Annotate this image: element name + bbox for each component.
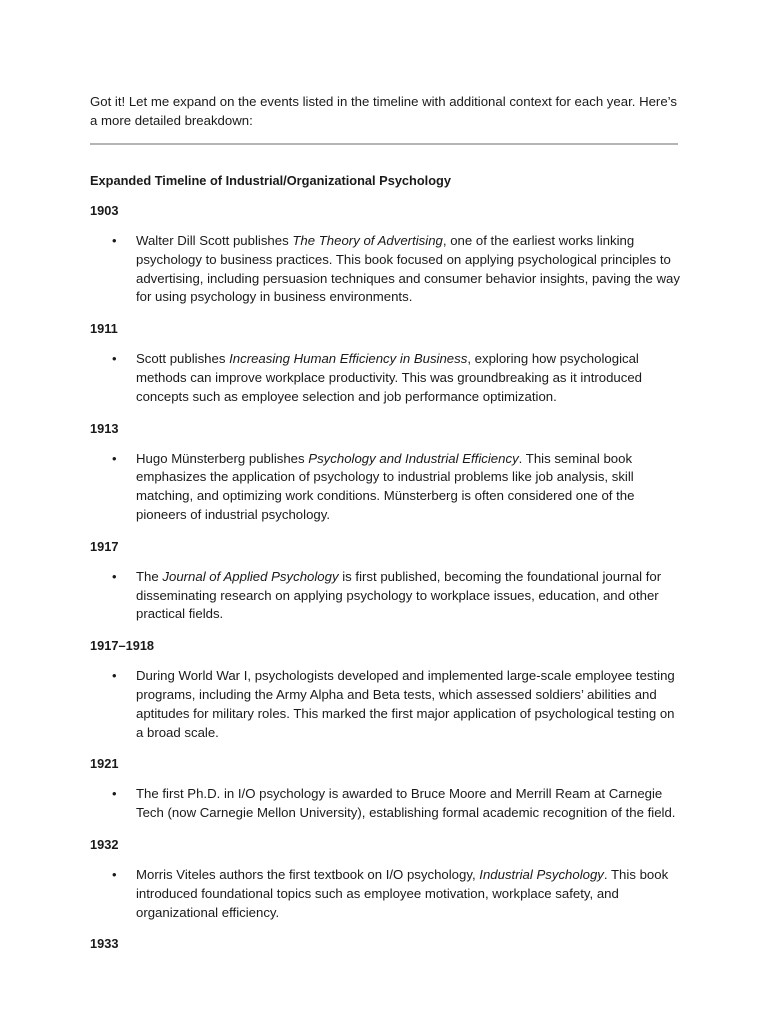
event-book-title: Industrial Psychology bbox=[479, 866, 604, 882]
event-item bbox=[90, 667, 680, 742]
bullet-icon: • bbox=[112, 866, 117, 882]
bullet-icon: • bbox=[112, 450, 117, 466]
bullet-icon: • bbox=[112, 351, 117, 367]
event-list bbox=[90, 350, 680, 406]
document-title: Expanded Timeline of Industrial/Organizational Psychology bbox=[90, 173, 451, 188]
timeline-entry-1921 bbox=[90, 756, 680, 823]
event-item bbox=[90, 350, 680, 406]
timeline-entry-1933 bbox=[90, 936, 680, 952]
event-text: During World War I, psychologists developed and implemented large-scale employee testing programs, including the Army Alpha and Beta tests, which assessed soldiers’ abilities and aptitudes for military roles. This marked the first major application of psychological testing on a broad scale. bbox=[136, 668, 675, 740]
intro-paragraph: Got it! Let me expand on the events listed in the timeline with additional context for each year. Here’s a more detailed breakdown: bbox=[90, 94, 677, 128]
year-heading: 1917–1918 bbox=[90, 638, 155, 654]
year-heading: 1913 bbox=[90, 420, 119, 436]
event-text: The first Ph.D. in I/O psychology is awarded to Bruce Moore and Merrill Ream at Carnegie Tech (now Carnegie Mellon University), establishing formal academic recognition of the field. bbox=[136, 786, 676, 821]
year-heading: 1911 bbox=[90, 321, 118, 337]
event-item bbox=[90, 232, 680, 307]
event-text-after: is first published, becoming the foundational journal for disseminating research on applying psychology to workplace issues, education, and other practical fields. bbox=[136, 568, 662, 622]
event-list bbox=[90, 785, 680, 823]
event-list bbox=[90, 450, 680, 525]
event-text-before: Morris Viteles authors the first textbook on I/O psychology, bbox=[136, 866, 480, 882]
event-text-after: , one of the earliest works linking psychology to business practices. This book focused on applying psychological principles to advertising, including persuasion techniques and consumer behavior insights, paving the way for using psychology in business environments. bbox=[136, 233, 680, 305]
horizontal-rule bbox=[90, 143, 678, 145]
year-heading: 1921 bbox=[90, 756, 119, 772]
timeline-entry-1917 bbox=[90, 539, 680, 624]
timeline-entry-1932 bbox=[90, 837, 680, 922]
event-item bbox=[90, 866, 680, 922]
bullet-icon: • bbox=[112, 668, 117, 684]
timeline-entry-1913 bbox=[90, 421, 680, 525]
year-heading: 1932 bbox=[90, 836, 119, 852]
timeline-entry-1911 bbox=[90, 321, 680, 406]
event-book-title: Increasing Human Efficiency in Business bbox=[229, 351, 468, 367]
event-list bbox=[90, 667, 680, 742]
bullet-icon: • bbox=[112, 568, 117, 584]
event-text-after: , exploring how psychological methods can improve workplace productivity. This was groundbreaking as it introduced concepts such as employee selection and job performance optimization. bbox=[136, 351, 643, 404]
bullet-icon: • bbox=[112, 786, 117, 802]
year-heading: 1917 bbox=[90, 538, 119, 554]
event-item bbox=[90, 568, 680, 624]
event-text-before: Scott publishes bbox=[136, 351, 230, 367]
bullet-icon: • bbox=[112, 233, 117, 248]
event-list bbox=[90, 232, 680, 307]
event-text-before: Walter Dill Scott publishes bbox=[136, 233, 293, 248]
event-text-before: The bbox=[136, 568, 163, 584]
event-text-after: . This book introduced foundational topics such as employee motivation, workplace safety, and organizational efficiency. bbox=[136, 866, 669, 920]
event-text-after: . This seminal book emphasizes the application of psychology to industrial problems like job analysis, skill matching, and optimizing work conditions. Münsterberg is often considered one of the pioneers of industrial psychology. bbox=[136, 450, 635, 522]
event-item bbox=[90, 450, 680, 525]
event-journal-title: Journal of Applied Psychology bbox=[162, 568, 339, 584]
year-heading: 1933 bbox=[90, 936, 119, 952]
event-list bbox=[90, 866, 680, 922]
year-heading: 1903 bbox=[90, 203, 119, 218]
timeline-entry-1917-1918 bbox=[90, 638, 680, 742]
timeline-entry-1903 bbox=[90, 203, 680, 307]
event-text-before: Hugo Münsterberg publishes bbox=[136, 450, 309, 466]
event-book-title: The Theory of Advertising bbox=[292, 233, 443, 248]
event-book-title: Psychology and Industrial Efficiency bbox=[308, 450, 519, 466]
event-item bbox=[90, 785, 680, 823]
event-list bbox=[90, 568, 680, 624]
document-page bbox=[90, 92, 680, 952]
